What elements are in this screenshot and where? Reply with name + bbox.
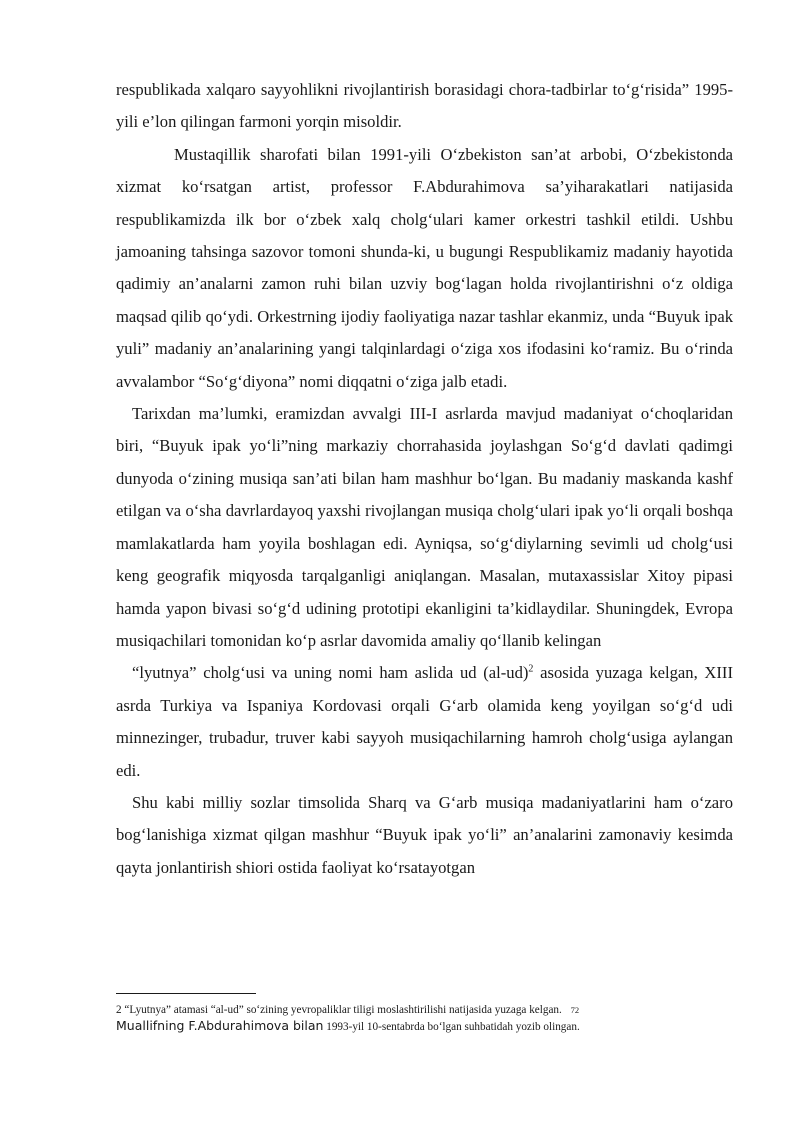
footnote-text-1: 2 “Lyutnya” atamasi “al-ud” so‘zining yevropaliklar tiligi moslashtirilishi natijasida yuzaga kelgan. xyxy=(116,1004,562,1016)
paragraph-5: Shu kabi milliy sozlar timsolida Sharq va G‘arb musiqa madaniyatlarini ham o‘zaro bog‘lanishiga xizmat qilgan mashhur “Buyuk ipak yo‘li” an’analarini zamonaviy kesimda qayta jonlantirish shiori ostida faoliyat ko‘rsatayotgan xyxy=(116,792,733,877)
footnote-text-2: Muallifning F.Abdurahimova bilan xyxy=(116,1018,324,1033)
page-number: 72 xyxy=(570,1005,580,1015)
footnote xyxy=(116,1002,636,1035)
paragraph-1: respublikada xalqaro sayyohlikni rivojlantirish borasidagi chora-tadbirlar to‘g‘risida” 1995-yili e’lon qilingan farmoni yorqin misoldir. xyxy=(116,80,733,132)
paragraph-4-text-after: asosida yuzaga kelgan, XIII asrda Turkiya va Ispaniya Kordovasi orqali G‘arb olamida keng yoyilgan so‘g‘d udi minnezinger, trubadur, truver kabi sayyoh musiqachilarning hamroh cholg‘usiga aylangan edi. xyxy=(116,663,733,780)
footnote-reference[interactable]: 2 xyxy=(528,663,534,675)
paragraph-4-text-before: “lyutnya” cholg‘usi va uning nomi ham aslida ud (al-ud) xyxy=(132,663,529,683)
footnote-text-3: 1993-yil 10-sentabrda bo‘lgan suhbatidah yozib olingan. xyxy=(326,1021,580,1033)
paragraph-4 xyxy=(116,657,733,787)
paragraph-3: Tarixdan ma’lumki, eramizdan avvalgi III-I asrlarda mavjud madaniyat o‘choqlaridan biri, “Buyuk ipak yo‘li”ning markaziy chorrahasida joylashgan So‘g‘d davlati qadimgi dunyoda o‘zining musiqa san’ati bilan ham mashhur bo‘lgan. Bu madaniy maskanda kashf etilgan va o‘sha davrlardayoq yaxshi rivojlangan musiqa cholg‘ulari ipak yo‘li orqali boshqa mamlakatlarda ham yoyila boshlagan edi. Ayniqsa, so‘g‘diylarning sevimli ud cholg‘usi keng geografik miqyosda tarqalganligi aniqlangan. Masalan, mutaxassislar Xitoy pipasi hamda yapon bivasi so‘g‘d udining prototipi ekanligini ta’kidlaydilar. Shuningdek, Evropa musiqachilari tomonidan ko‘p asrlar davomida amaliy qo‘llanib kelingan xyxy=(116,404,733,650)
main-text xyxy=(116,74,733,884)
footnote-separator xyxy=(116,993,256,994)
paragraph-2: Mustaqillik sharofati bilan 1991-yili O‘zbekiston san’at arbobi, O‘zbekistonda xizmat ko‘rsatgan artist, professor F.Abdurahimova sa’yiharakatlari natijasida respublikamizda ilk bor o‘zbek xalq cholg‘ulari kamer orkestri tashkil etildi. Ushbu jamoaning tahsinga sazovor tomoni shunda-ki, u bugungi Respublikamiz madaniy hayotida qadimiy an’analarni zamon ruhi bilan uzviy bog‘lagan holda rivojlantirishni o‘z oldiga maqsad qilib qo‘ydi. Orkestrning ijodiy faoliyatiga nazar tashlar ekanmiz, unda “Buyuk ipak yuli” madaniy an’analarining yangi talqinlardagi o‘ziga xos ifodasini ko‘ramiz. Bu o‘rinda avvalambor “So‘g‘diyona” nomi diqqatni o‘ziga jalb etadi. xyxy=(116,144,733,391)
